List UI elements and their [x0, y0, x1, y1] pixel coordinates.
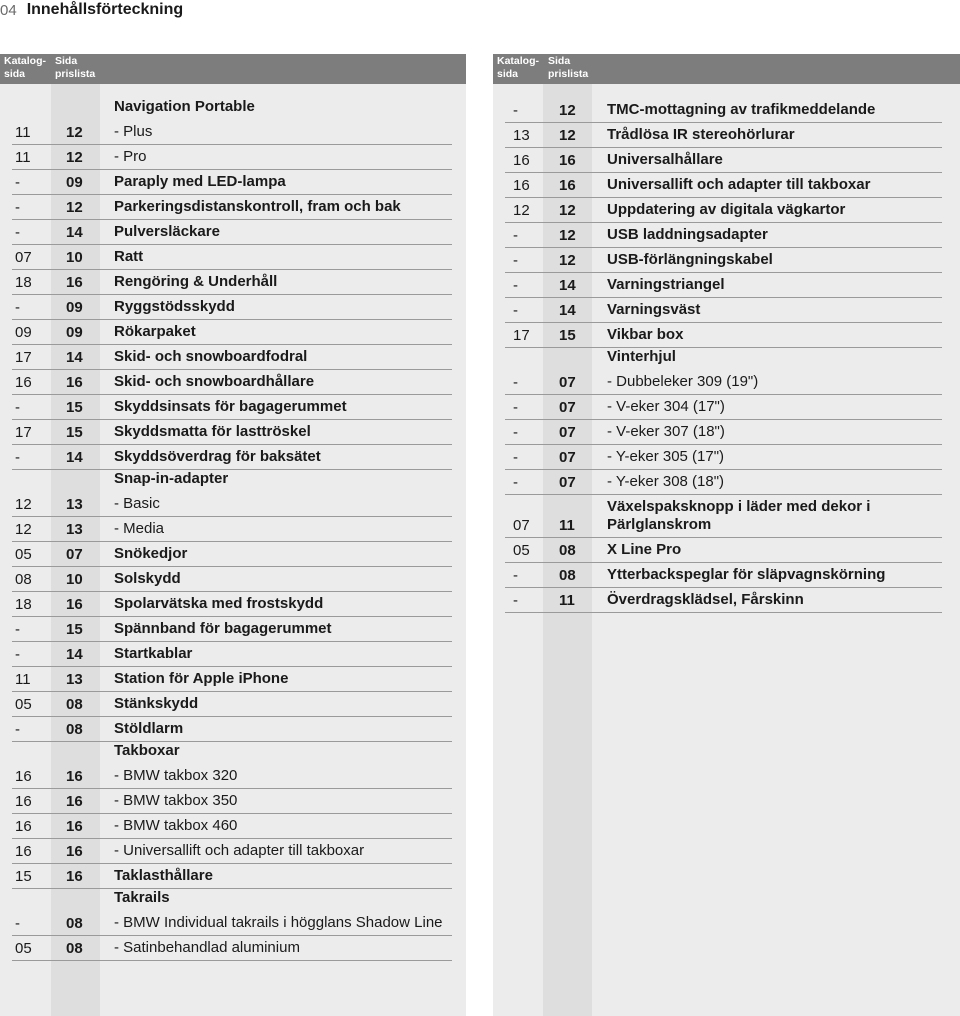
item-name: - BMW takbox 320: [114, 767, 238, 784]
item-name: Station för Apple iPhone: [114, 670, 289, 687]
catalog-page: 12: [513, 202, 530, 219]
price-page: 07: [66, 546, 83, 563]
catalog-page: 09: [15, 324, 32, 341]
index-row: [0, 517, 466, 542]
catalog-page: -: [15, 199, 20, 216]
price-page: 07: [559, 399, 576, 416]
index-row: [493, 248, 960, 273]
price-page: 16: [559, 152, 576, 169]
section-heading-row: [0, 470, 466, 492]
item-name: Taklasthållare: [114, 867, 213, 884]
page-number: 04: [0, 1, 17, 19]
catalog-page: 15: [15, 868, 32, 885]
catalog-page: 05: [15, 940, 32, 957]
price-page: 07: [559, 449, 576, 466]
index-row: [0, 839, 466, 864]
catalog-page: 05: [513, 542, 530, 559]
price-page: 08: [559, 567, 576, 584]
catalog-page: -: [513, 399, 518, 416]
catalog-page: 18: [15, 596, 32, 613]
section-heading-row: [0, 742, 466, 764]
index-row: [493, 198, 960, 223]
index-row: [0, 592, 466, 617]
catalog-page: -: [15, 399, 20, 416]
index-row: [0, 145, 466, 170]
price-page: 16: [66, 843, 83, 860]
index-row: [493, 123, 960, 148]
item-name: Takrails: [114, 889, 170, 906]
catalog-page: 05: [15, 546, 32, 563]
catalog-page: -: [513, 227, 518, 244]
catalog-page: -: [513, 567, 518, 584]
price-page: 08: [66, 915, 83, 932]
item-name: Skid- och snowboardhållare: [114, 373, 315, 390]
index-row: [0, 295, 466, 320]
price-page: 15: [66, 424, 83, 441]
index-row: [0, 936, 466, 961]
index-row: [0, 692, 466, 717]
page-header: [0, 0, 183, 20]
price-page: 12: [559, 102, 576, 119]
item-name: - Plus: [114, 123, 153, 140]
item-name: - Universallift och adapter till takboxar: [114, 842, 365, 859]
index-row: [0, 617, 466, 642]
index-row: [493, 148, 960, 173]
catalog-page: 16: [15, 843, 32, 860]
price-page: 07: [559, 374, 576, 391]
index-row: [493, 495, 960, 538]
price-page: 12: [559, 202, 576, 219]
price-page: 16: [66, 793, 83, 810]
index-row: [0, 395, 466, 420]
item-name: Ratt: [114, 248, 144, 265]
item-name: Pulversläckare: [114, 223, 220, 240]
column-header: [493, 54, 960, 84]
item-name: - Satinbehandlad aluminium: [114, 939, 300, 956]
item-name: - Dubbeleker 309 (19"): [607, 373, 759, 390]
item-name: - Basic: [114, 495, 160, 512]
price-page: 10: [66, 249, 83, 266]
price-page: 12: [559, 127, 576, 144]
index-row: [0, 492, 466, 517]
item-name: Rökarpaket: [114, 323, 196, 340]
price-page: 13: [66, 521, 83, 538]
price-page: 14: [559, 302, 576, 319]
item-name: TMC-mottagning av trafikmeddelande: [607, 101, 876, 118]
item-name: Ytterbackspeglar för släpvagnskörning: [607, 566, 886, 583]
item-name: - BMW Individual takrails i högglans Shadow Line: [114, 914, 443, 931]
price-page-header: Sida prislista: [55, 55, 96, 80]
catalog-page: -: [15, 449, 20, 466]
item-name: Vinterhjul: [607, 348, 676, 365]
catalog-page: 16: [15, 818, 32, 835]
index-row: [0, 567, 466, 592]
index-row: [493, 370, 960, 395]
item-name: - V-eker 304 (17"): [607, 398, 725, 415]
catalog-page: -: [513, 424, 518, 441]
item-name: - Y-eker 305 (17"): [607, 448, 725, 465]
index-row: [0, 345, 466, 370]
catalog-page: 07: [513, 517, 530, 534]
price-page: 10: [66, 571, 83, 588]
index-row: [493, 223, 960, 248]
price-page: 08: [66, 696, 83, 713]
price-page: 15: [66, 399, 83, 416]
index-row: [493, 298, 960, 323]
catalog-page: -: [15, 621, 20, 638]
catalog-page: 17: [15, 349, 32, 366]
item-name: Trådlösa IR stereohörlurar: [607, 126, 795, 143]
page-title: Innehållsförteckning: [26, 1, 184, 18]
catalog-page: -: [513, 102, 518, 119]
item-name: USB-förlängningskabel: [607, 251, 773, 268]
catalog-page: -: [15, 174, 20, 191]
item-name: Parkeringsdistanskontroll, fram och bak: [114, 198, 401, 215]
item-name: Stöldlarm: [114, 720, 184, 737]
catalog-page: -: [513, 252, 518, 269]
catalog-page: 16: [15, 768, 32, 785]
item-name: Universalhållare: [607, 151, 723, 168]
index-row: [0, 911, 466, 936]
item-name: USB laddningsadapter: [607, 226, 768, 243]
item-name: - Media: [114, 520, 165, 537]
price-page: 16: [559, 177, 576, 194]
item-name: Överdragsklädsel, Fårskinn: [607, 591, 804, 608]
price-page: 08: [66, 940, 83, 957]
index-row: [0, 542, 466, 567]
price-page: 16: [66, 768, 83, 785]
index-list: [0, 98, 466, 961]
index-row: [0, 220, 466, 245]
price-page: 07: [559, 474, 576, 491]
price-page: 14: [66, 646, 83, 663]
index-row: [0, 420, 466, 445]
price-page: 14: [559, 277, 576, 294]
index-row: [0, 864, 466, 889]
catalog-page: 13: [513, 127, 530, 144]
price-page-header: Sida prislista: [548, 55, 589, 80]
catalog-page: -: [513, 374, 518, 391]
index-row: [0, 320, 466, 345]
item-name: Spännband för bagagerummet: [114, 620, 332, 637]
index-row: [493, 98, 960, 123]
price-page: 11: [559, 517, 575, 534]
index-row: [0, 245, 466, 270]
catalog-page-header: Katalog- sida: [497, 55, 539, 80]
price-page: 08: [559, 542, 576, 559]
price-page: 07: [559, 424, 576, 441]
price-page: 12: [559, 227, 576, 244]
catalog-page: 17: [15, 424, 32, 441]
item-name: Vikbar box: [607, 326, 684, 343]
index-row: [493, 323, 960, 348]
index-row: [493, 420, 960, 445]
section-heading-row: [493, 348, 960, 370]
catalog-page: 07: [15, 249, 32, 266]
item-name: - Y-eker 308 (18"): [607, 473, 725, 490]
price-page: 14: [66, 349, 83, 366]
catalog-page: 16: [15, 374, 32, 391]
item-name: Skyddsinsats för bagagerummet: [114, 398, 347, 415]
index-row: [0, 270, 466, 295]
price-page: 13: [66, 496, 83, 513]
price-page: 13: [66, 671, 83, 688]
index-row: [493, 273, 960, 298]
catalog-page-header: Katalog- sida: [4, 55, 46, 80]
index-row: [493, 445, 960, 470]
catalog-page: 12: [15, 521, 32, 538]
column-header: [0, 54, 466, 84]
catalog-page: -: [15, 721, 20, 738]
index-row: [0, 814, 466, 839]
index-row: [0, 170, 466, 195]
price-page: 15: [66, 621, 83, 638]
item-name: Varningsväst: [607, 301, 701, 318]
item-name: Universallift och adapter till takboxar: [607, 176, 871, 193]
price-page: 09: [66, 299, 83, 316]
item-name: Uppdatering av digitala vägkartor: [607, 201, 846, 218]
index-row: [0, 642, 466, 667]
item-name: Startkablar: [114, 645, 193, 662]
left-index-column: [0, 54, 466, 1016]
catalog-page: -: [513, 302, 518, 319]
price-page: 12: [66, 199, 83, 216]
catalog-page: 05: [15, 696, 32, 713]
price-page: 16: [66, 868, 83, 885]
item-name: Snap-in-adapter: [114, 470, 229, 487]
catalog-page: -: [15, 646, 20, 663]
item-name: - BMW takbox 460: [114, 817, 238, 834]
section-heading-row: [0, 98, 466, 120]
price-page: 16: [66, 818, 83, 835]
right-index-column: [493, 54, 960, 1016]
section-heading-row: [0, 889, 466, 911]
item-name: - BMW takbox 350: [114, 792, 238, 809]
catalog-page: 11: [15, 671, 31, 688]
index-row: [493, 563, 960, 588]
index-row: [493, 395, 960, 420]
item-name: Skyddsmatta för lasttröskel: [114, 423, 311, 440]
price-page: 15: [559, 327, 576, 344]
price-page: 11: [559, 592, 575, 609]
item-name: X Line Pro: [607, 541, 682, 558]
item-name: Varningstriangel: [607, 276, 725, 293]
index-row: [0, 667, 466, 692]
price-page: 14: [66, 449, 83, 466]
index-row: [0, 195, 466, 220]
price-page: 14: [66, 224, 83, 241]
index-row: [493, 538, 960, 563]
price-page: 09: [66, 174, 83, 191]
index-row: [493, 173, 960, 198]
item-name: Växelspaksknopp i läder med dekor i Pärlglanskrom: [607, 498, 871, 533]
catalog-page: 16: [513, 152, 530, 169]
price-page: 12: [66, 149, 83, 166]
catalog-page: 11: [15, 149, 31, 166]
price-page: 12: [559, 252, 576, 269]
catalog-page: 12: [15, 496, 32, 513]
catalog-page: -: [513, 592, 518, 609]
item-name: Ryggstödsskydd: [114, 298, 235, 315]
catalog-page: -: [513, 474, 518, 491]
catalog-page: 16: [513, 177, 530, 194]
catalog-page: -: [513, 277, 518, 294]
index-row: [0, 764, 466, 789]
index-row: [0, 370, 466, 395]
index-row: [0, 789, 466, 814]
item-name: Rengöring & Underhåll: [114, 273, 278, 290]
item-name: - Pro: [114, 148, 147, 165]
catalog-page: 18: [15, 274, 32, 291]
catalog-page: 11: [15, 124, 31, 141]
catalog-page: -: [15, 915, 20, 932]
catalog-page: -: [15, 299, 20, 316]
index-row: [0, 445, 466, 470]
index-row: [493, 470, 960, 495]
item-name: Skyddsöverdrag för baksätet: [114, 448, 321, 465]
price-page: 08: [66, 721, 83, 738]
catalog-page: 16: [15, 793, 32, 810]
item-name: Skid- och snowboardfodral: [114, 348, 308, 365]
catalog-page: 17: [513, 327, 530, 344]
item-name: Snökedjor: [114, 545, 188, 562]
index-row: [493, 588, 960, 613]
catalog-page: -: [513, 449, 518, 466]
price-page: 09: [66, 324, 83, 341]
item-name: Stänkskydd: [114, 695, 199, 712]
catalog-page: 08: [15, 571, 32, 588]
price-page: 16: [66, 274, 83, 291]
item-name: Solskydd: [114, 570, 181, 587]
index-list: [493, 98, 960, 613]
item-name: Takboxar: [114, 742, 180, 759]
item-name: Spolarvätska med frostskydd: [114, 595, 324, 612]
index-row: [0, 120, 466, 145]
item-name: Paraply med LED-lampa: [114, 173, 286, 190]
item-name: - V-eker 307 (18"): [607, 423, 725, 440]
item-name: Navigation Portable: [114, 98, 255, 115]
price-page: 16: [66, 596, 83, 613]
price-page: 16: [66, 374, 83, 391]
catalog-page: -: [15, 224, 20, 241]
price-page: 12: [66, 124, 83, 141]
index-row: [0, 717, 466, 742]
